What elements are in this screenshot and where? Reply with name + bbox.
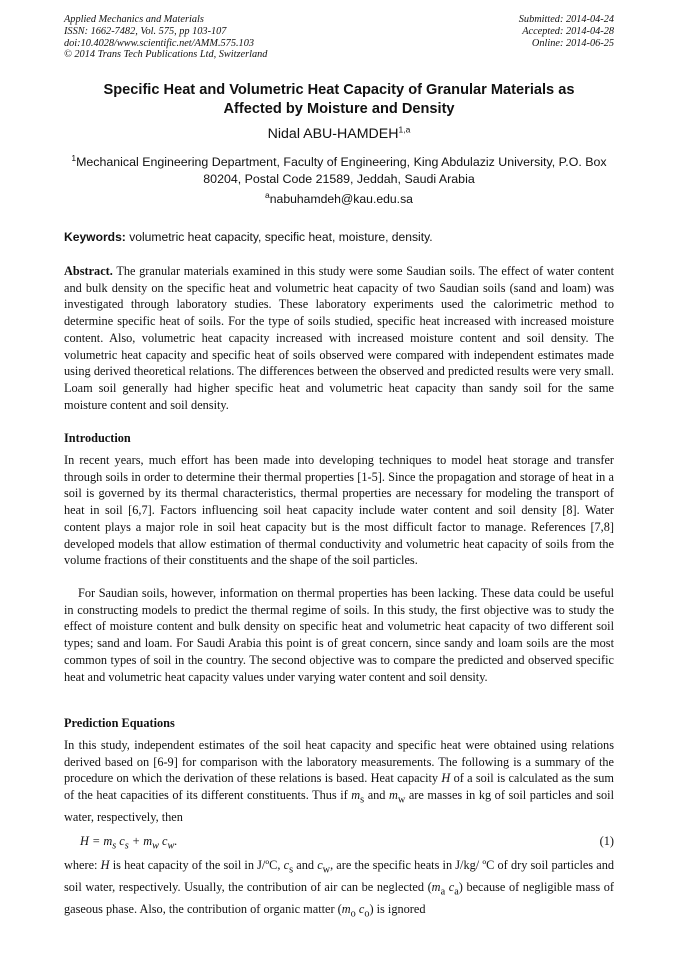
email-superscript: a <box>265 189 270 200</box>
keywords <box>64 230 614 244</box>
abstract <box>64 263 614 413</box>
introduction-paragraph-2: For Saudian soils, however, information on thermal properties has been lacking. These data could be useful in constructing models to predict the thermal regime of soils. In this study, the first objective was to study the effect of moisture content and bulk density on specific heat and volumetric heat capacity of two different soil types; sand and loam. For Saudi Arabia this point is of great concern, since sandy and loam soils are the most common types of soil in the country. The second objective was to compare the predicted and observed specific heat and volumetric heat capacity values under varying water content and soil density. <box>64 586 614 684</box>
author <box>64 126 614 142</box>
abstract-label: Abstract. <box>64 264 113 278</box>
author-name: Nidal ABU-HAMDEH <box>267 126 399 142</box>
prediction-paragraph-2: where: H is heat capacity of the soil in J/ºC, $c_s$ and $c_w$, are the specific heats in J/kg/ ºC of dry soil particles and soil water, respectively. Usually, the contribution of air can be neglected ($m_a$ $c_a$) because of negligible mass of gaseous phase. Also, the contribution of organic matter ($m_o$ $c_o$) is ignored <box>64 858 615 920</box>
prediction-equations-heading: Prediction Equations <box>64 716 175 730</box>
paper-title <box>64 81 614 119</box>
affiliation-line-1: Mechanical Engineering Department, Faculty of Engineering, King Abdulaziz University, P.O. Box <box>76 155 607 169</box>
title-line-2: Affected by Moisture and Density <box>223 101 455 117</box>
copyright-line: © 2014 Trans Tech Publications Ltd, Switzerland <box>64 49 268 61</box>
affiliation-line-2: 80204, Postal Code 21589, Jeddah, Saudi Arabia <box>203 172 475 186</box>
affiliation <box>64 154 614 188</box>
issn-line: ISSN: 1662-7482, Vol. 575, pp 103-107 <box>64 25 227 37</box>
submitted-date: Submitted: 2014-04-24 <box>518 14 614 25</box>
doi-line: doi:10.4028/www.scientific.net/AMM.575.103 <box>64 37 254 49</box>
email-address: nabuhamdeh@kau.edu.sa <box>269 192 413 206</box>
accepted-date: Accepted: 2014-04-28 <box>522 25 614 37</box>
author-email <box>64 189 614 206</box>
publication-info <box>64 14 267 61</box>
equation-1-number: (1) <box>599 834 614 848</box>
prediction-paragraph-1: In this study, independent estimates of the soil heat capacity and specific heat were obtained using relations derived based on [6-9] for comparison with the laboratory measurements. The following is a summary of the procedure on which the derivation of these relations is based. Heat capacity H of a soil is calculated as the sum of the heat capacities of its different constituents. Thus if $m_s$ and $m_w$ are masses in kg of soil particles and soil water, respectively, then <box>64 738 615 825</box>
journal-name: Applied Mechanics and Materials <box>64 14 204 25</box>
affiliation-superscript: 1 <box>71 152 77 163</box>
introduction-paragraph-1: In recent years, much effort has been made into developing techniques to model heat storage and transfer through soils in order to determine their thermal properties [1-5]. Since the propagation and storage of heat in a soil is governed by its thermal characteristics, thermal properties are necessary for modeling the transport of heat in soil [6,7]. Factors influencing soil heat capacity include water content and soil density [8]. Water content plays a major role in soil heat capacity but is the most difficult factor to manage. References [7,8] developed models that allow estimation of thermal conductivity and volumetric heat capacity of soils from the volume fractions of their constituents and the shape of the soil particles. <box>64 453 614 568</box>
keywords-text: volumetric heat capacity, specific heat, moisture, density. <box>129 230 433 244</box>
abstract-text: The granular materials examined in this study were some Saudian soils. The effect of water content and bulk density on the specific heat and volumetric heat capacity of two Saudian soils (sand and loam) was investigated through laboratory studies. These laboratory experiments used the calorimetric method to determine specific heat of soils. For the type of soils studied, specific heat increased with increased moisture content. Also, volumetric heat capacity increased with increased moisture content and soil density. The volumetric heat capacity and specific heat of soils observed were compared with independent estimates made using derived theoretical relations. The differences between the observed and predicted results were very small. Loam soil generally had higher specific heat and volumetric heat capacity than sandy soil for the same moisture content and soil density. <box>64 264 614 412</box>
keywords-label: Keywords: <box>64 230 126 244</box>
online-date: Online: 2014-06-25 <box>531 37 614 49</box>
title-line-1: Specific Heat and Volumetric Heat Capacity of Granular Materials as <box>103 82 575 98</box>
equation-1-expression: $H = m_s$ $c_s + m_w$ $c_w$. <box>80 834 178 852</box>
introduction-heading: Introduction <box>64 431 131 445</box>
publication-dates <box>519 14 614 49</box>
author-superscript: 1,a <box>398 124 411 135</box>
